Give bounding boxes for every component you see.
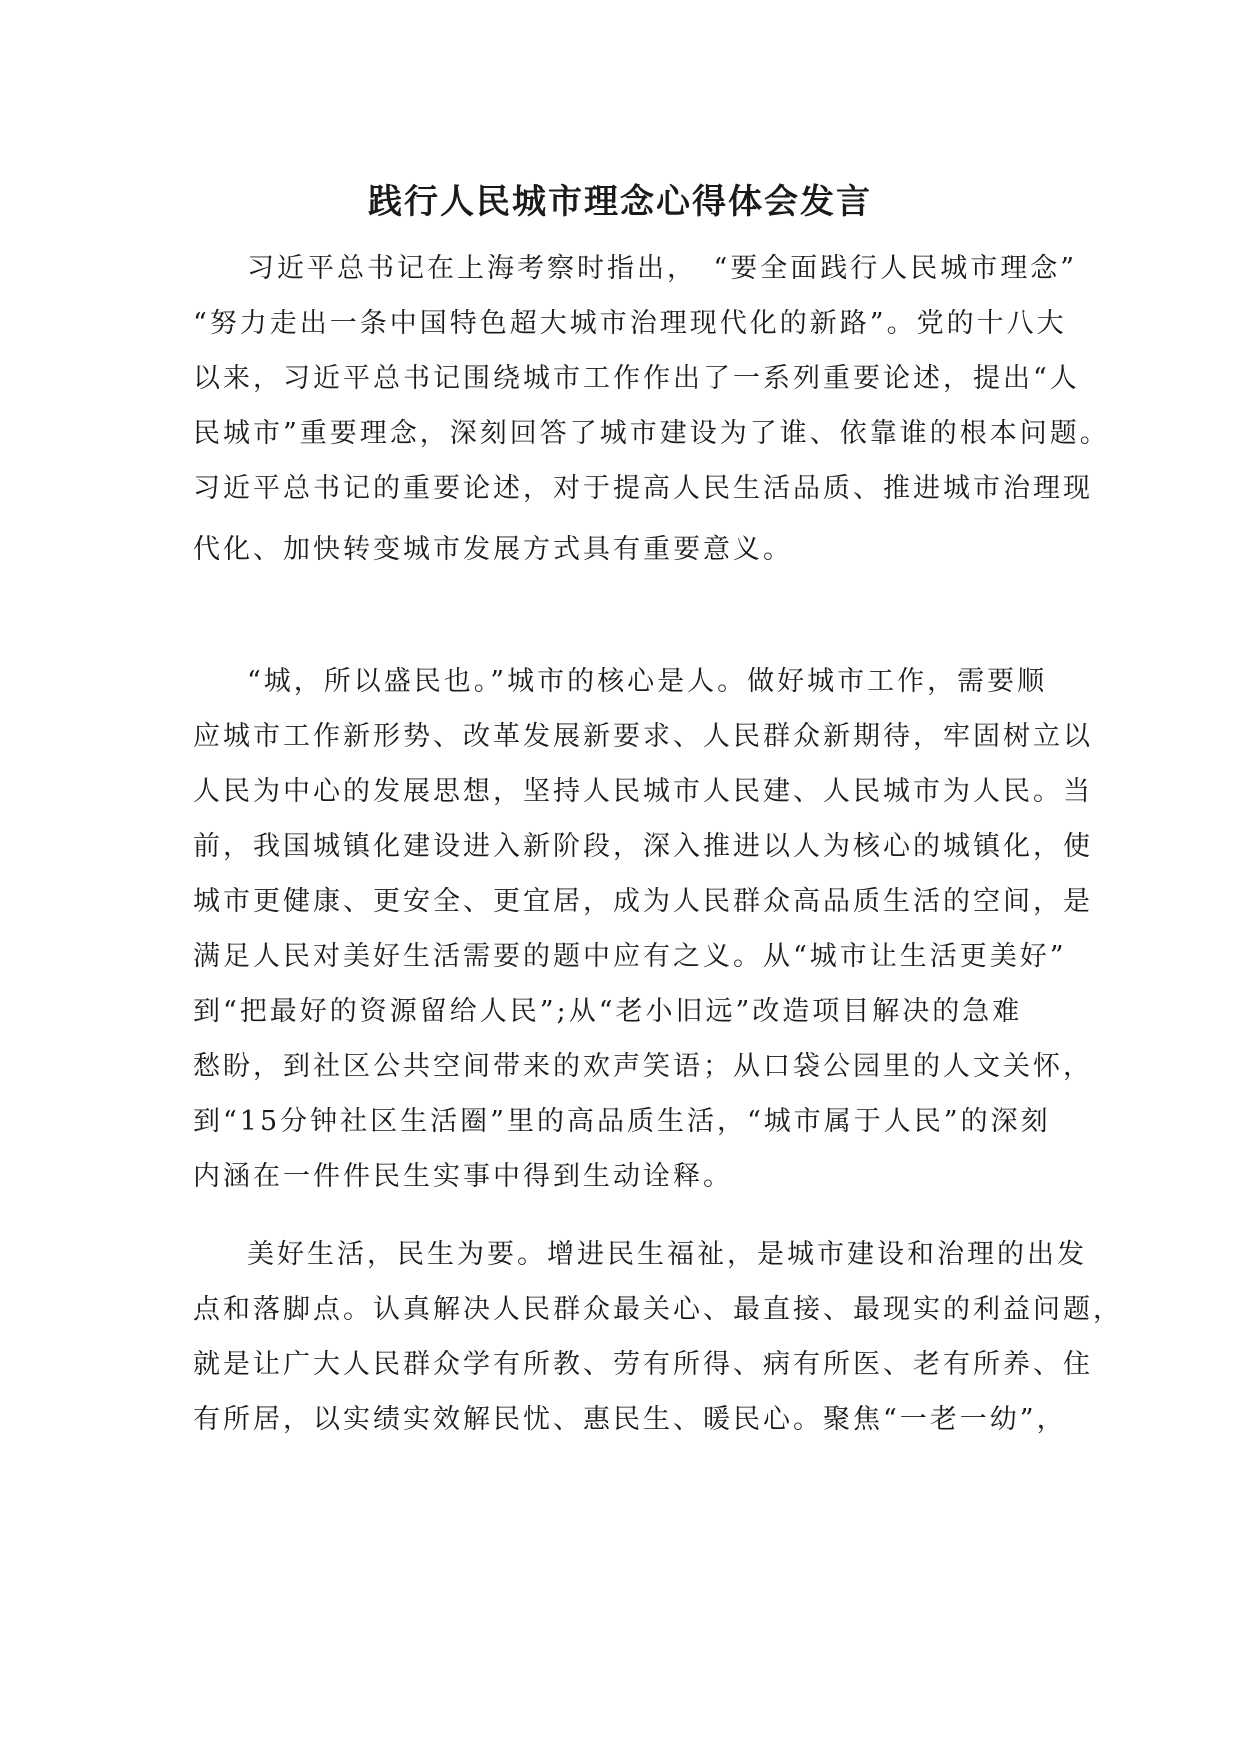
paragraph-line: 就是让广大人民群众学有所教、劳有所得、病有所医、老有所养、住 bbox=[193, 1349, 1093, 1380]
paragraph-line: 应城市工作新形势、改革发展新要求、人民群众新期待，牢固树立以 bbox=[193, 721, 1093, 752]
paragraph-line: 美好生活，民生为要。增进民生福祉，是城市建设和治理的出发 bbox=[247, 1239, 1087, 1270]
paragraph-line: 愁盼，到社区公共空间带来的欢声笑语；从口袋公园里的人文关怀， bbox=[193, 1051, 1093, 1082]
paragraph-line: 代化、加快转变城市发展方式具有重要意义。 bbox=[193, 534, 793, 565]
paragraph-line: 以来，习近平总书记围绕城市工作作出了一系列重要论述，提出“人 bbox=[193, 363, 1080, 394]
paragraph-line: 习近平总书记在上海考察时指出， “要全面践行人民城市理念” bbox=[247, 253, 1078, 284]
paragraph-line: “城，所以盛民也。”城市的核心是人。做好城市工作，需要顺 bbox=[247, 666, 1048, 697]
paragraph-1 bbox=[193, 241, 1110, 577]
paragraph-line: “努力走出一条中国特色超大城市治理现代化的新路”。党的十八大 bbox=[193, 308, 1067, 339]
paragraph-line: 城市更健康、更安全、更宜居，成为人民群众高品质生活的空间，是 bbox=[193, 886, 1093, 917]
paragraph-line: 到“把最好的资源留给人民”;从“老小旧远”改造项目解决的急难 bbox=[193, 996, 1023, 1027]
paragraph-line: 有所居，以实绩实效解民忧、惠民生、暖民心。聚焦“一老一幼”， bbox=[193, 1404, 1067, 1435]
paragraph-line: 满足人民对美好生活需要的题中应有之义。从“城市让生活更美好” bbox=[193, 941, 1067, 972]
paragraph-line: 前，我国城镇化建设进入新阶段，深入推进以人为核心的城镇化，使 bbox=[193, 831, 1093, 862]
paragraph-line: 到“15分钟社区生活圈”里的高品质生活，“城市属于人民”的深刻 bbox=[193, 1106, 1051, 1137]
paragraph-line: 民城市”重要理念，深刻回答了城市建设为了谁、依靠谁的根本问题。 bbox=[193, 418, 1110, 449]
paragraph-2 bbox=[193, 654, 1093, 1204]
paragraph-line: 内涵在一件件民生实事中得到生动诠释。 bbox=[193, 1161, 733, 1192]
paragraph-3 bbox=[193, 1227, 1123, 1447]
document-title: 践行人民城市理念心得体会发言 bbox=[368, 182, 872, 222]
paragraph-line: 人民为中心的发展思想，坚持人民城市人民建、人民城市为人民。当 bbox=[193, 776, 1093, 807]
paragraph-line: 点和落脚点。认真解决人民群众最关心、最直接、最现实的利益问题， bbox=[193, 1294, 1123, 1325]
paragraph-line: 习近平总书记的重要论述，对于提高人民生活品质、推进城市治理现 bbox=[193, 473, 1093, 504]
